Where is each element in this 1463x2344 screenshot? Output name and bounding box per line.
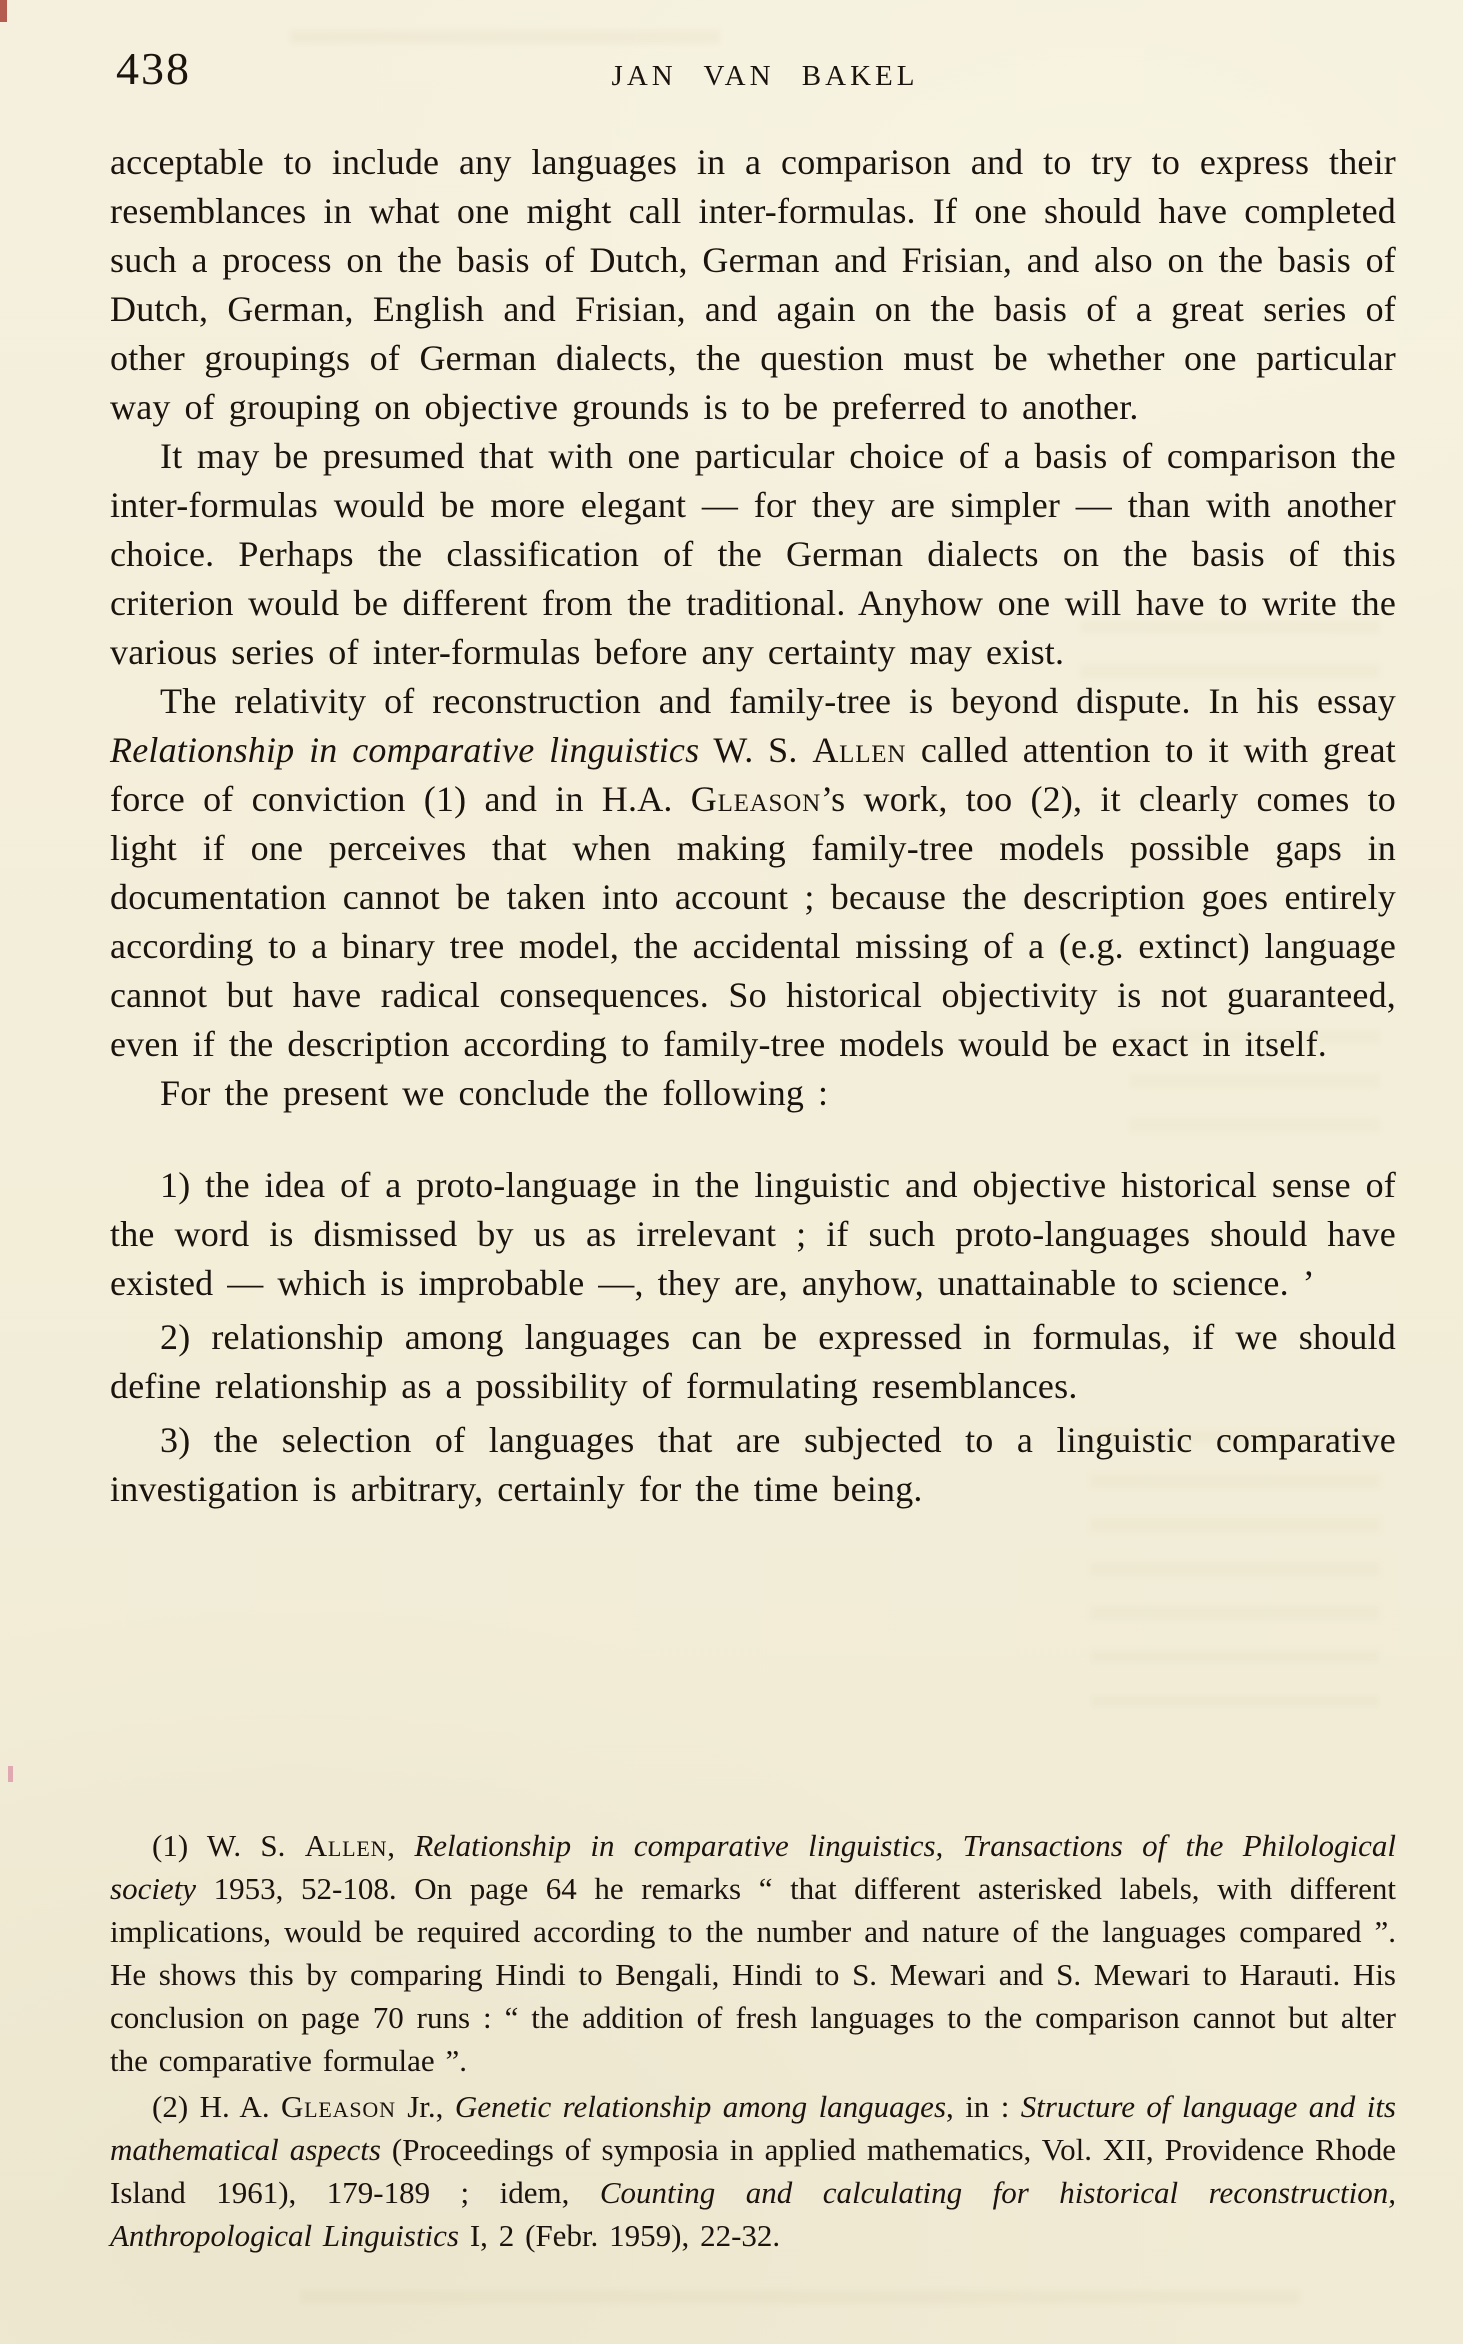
essay-title-italic: Relationship in comparative linguistics xyxy=(110,730,700,770)
text-segment: I, 2 (Febr. 1959), 22-32. xyxy=(459,2218,781,2253)
text-segment: ’s work, too (2), it clearly comes to light if one perceives that when making family-tree models possible gaps in documentation cannot be taken into account ; because the description goes entirely according to a binary tree model, the accidental missing of a (e.g. extinct) language cannot but have radical consequences. So historical objectivity is not guaranteed, even if the description according to family-tree models would be exact in itself. xyxy=(110,779,1396,1064)
text-segment: (2) H. A. xyxy=(152,2089,281,2124)
text-segment: (Proceedings of symposia in applied mathematics, Vol. XII, Providence Rhode Island 1961), 179-189 ; idem, xyxy=(110,2132,1396,2210)
text-segment: W. S. xyxy=(699,730,813,770)
running-header-title: JAN VAN BAKEL xyxy=(611,60,919,92)
running-head xyxy=(0,0,1463,120)
text-segment: Jr., xyxy=(395,2089,455,2124)
paragraph-3 xyxy=(110,677,1396,1069)
text-segment: 1953, 52-108. On page 64 he remarks “ that different asterisked labels, with different implications, would be required according to the number and nature of the languages compared ”. He shows this by comparing Hindi to Bengali, Hindi to S. Mewari and S. Mewari to Harauti. His conclusion on page 70 runs : “ the addition of fresh languages to the comparison cannot but alter the comparative formulae ”. xyxy=(110,1871,1396,2078)
paragraph-2: It may be presumed that with one particular choice of a basis of comparison the inter-formulas would be more elegant — for they are simpler — than with another choice. Perhaps the classification of the German dialects on the basis of this criterion would be different from the traditional. Anyhow one will have to write the various series of inter-formulas before any certainty may exist. xyxy=(110,436,1396,672)
footnotes-block xyxy=(110,1824,1396,2257)
text-segment: called attention to it with great force of conviction (1) and in H.A. xyxy=(110,730,1396,819)
footnote-2 xyxy=(110,2085,1396,2257)
page-number: 438 xyxy=(116,43,191,94)
work-title-italic: Relationship in comparative linguistics, Transactions of the Philological society xyxy=(110,1828,1396,1906)
main-text-block xyxy=(110,138,1396,1514)
list-item-2: 2) relationship among languages can be expressed in formulas, if we should define relationship as a possibility of formulating resemblances. xyxy=(110,1317,1396,1406)
bleed-through-smudge xyxy=(300,2290,1300,2316)
work-title-italic: Counting and calculating for historical reconstruction, Anthropological Linguistics xyxy=(110,2175,1396,2253)
scan-artifact-dash xyxy=(8,1766,13,1782)
author-name-smallcaps: Allen xyxy=(812,730,907,770)
work-title-italic: Structure of language and its mathematical aspects xyxy=(110,2089,1396,2167)
vertical-gap xyxy=(110,1118,1396,1156)
paragraph-4: For the present we conclude the following : xyxy=(160,1073,829,1113)
paragraph-1: acceptable to include any languages in a comparison and to try to express their resemblances in what one might call inter-formulas. If one should have completed such a process on the basis of Dutch, German and Frisian, and also on the basis of Dutch, German, English and Frisian, and again on the basis of a great series of other groupings of German dialects, the question must be whether one particular way of grouping on objective grounds is to be preferred to another. xyxy=(110,142,1396,427)
author-name-smallcaps: Gleason xyxy=(690,779,821,819)
text-segment: , xyxy=(387,1828,415,1863)
text-segment: , in : xyxy=(946,2089,1021,2124)
list-item-3: 3) the selection of languages that are subjected to a linguistic comparative investigation is arbitrary, certainly for the time being. xyxy=(110,1420,1396,1509)
text-segment: (1) W. S. xyxy=(152,1828,305,1863)
list-item-1: 1) the idea of a proto-language in the linguistic and objective historical sense of the word is dismissed by us as irrelevant ; if such proto-languages should have existed — which is improbable —, they are, anyhow, unattainable to science. ’ xyxy=(110,1165,1396,1303)
author-name-smallcaps: Allen xyxy=(304,1828,388,1863)
footnote-1 xyxy=(110,1824,1396,2082)
text-segment: The relativity of reconstruction and family-tree is beyond dispute. In his essay xyxy=(160,681,1396,721)
author-name-smallcaps: Gleason xyxy=(281,2089,396,2124)
work-title-italic: Genetic relationship among languages xyxy=(454,2089,947,2124)
